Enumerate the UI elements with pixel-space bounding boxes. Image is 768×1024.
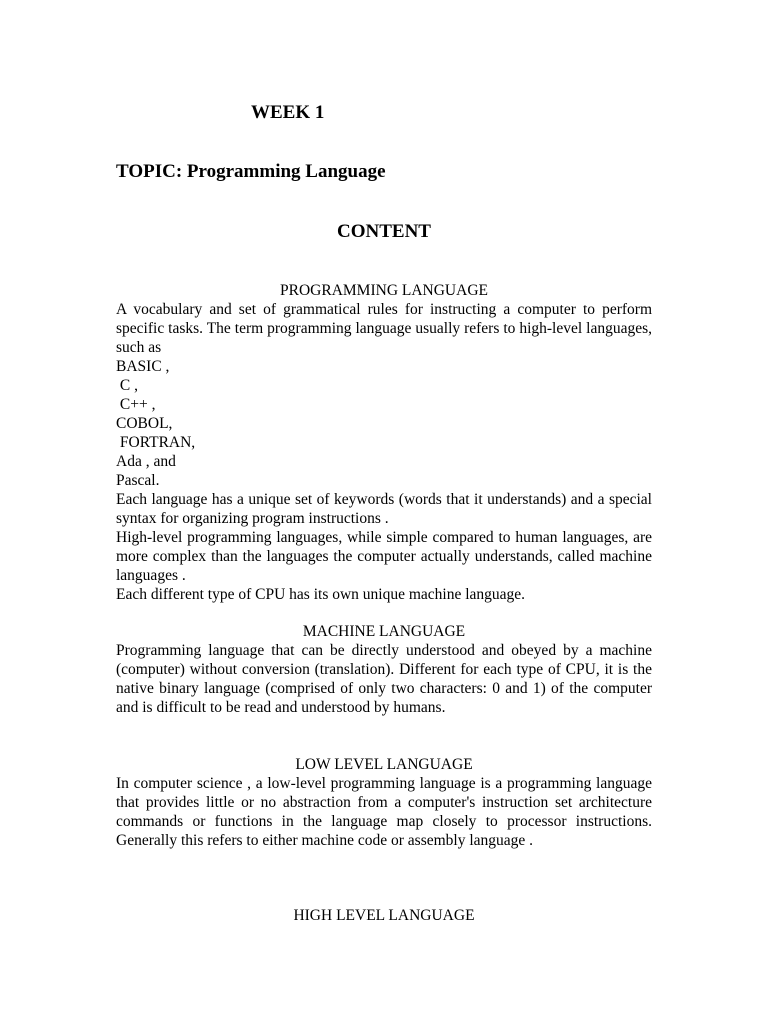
language-item-fortran: FORTRAN, [116,434,196,451]
section-title-low-level-language: LOW LEVEL LANGUAGE [295,756,473,773]
language-item-pascal: Pascal. [116,472,160,489]
programming-language-intro: A vocabulary and set of grammatical rules for instructing a computer to perform specific tasks. The term programming language usually refers to high-level languages, such as [116,301,652,356]
language-item-ada: Ada , and [116,453,176,470]
language-item-basic: BASIC , [116,358,170,375]
section-title-machine-language: MACHINE LANGUAGE [302,623,466,640]
content-heading: CONTENT [337,221,431,242]
language-item-cpp: C++ , [116,396,156,413]
machine-language-section [116,622,652,717]
keywords-paragraph: Each language has a unique set of keywords (words that it understands) and a special syntax for organizing program instructions . [116,491,652,527]
section-title-programming-language: PROGRAMMING LANGUAGE [280,282,488,299]
low-level-language-paragraph: In computer science , a low-level programming language is a programming language that provides little or no abstraction from a computer's instruction set architecture commands or functions in the language map closely to processor instructions. Generally this refers to either machine code or assembly language . [116,775,652,849]
low-level-language-section [116,755,652,850]
language-item-c: C , [116,377,138,394]
high-level-language-section [116,906,652,925]
topic-heading: TOPIC: Programming Language [116,161,386,182]
language-item-cobol: COBOL, [116,415,173,432]
week-heading: WEEK 1 [251,102,325,123]
machine-language-paragraph: Programming language that can be directly understood and obeyed by a machine (computer) without conversion (translation). Different for each type of CPU, it is the native binary language (comprised of only two characters: 0 and 1) of the computer and is difficult to be read and understood by humans. [116,642,652,716]
cpu-paragraph: Each different type of CPU has its own unique machine language. [116,586,526,603]
high-level-paragraph: High-level programming languages, while simple compared to human languages, are more complex than the languages the computer actually understands, called machine languages . [116,529,652,584]
section-title-high-level-language: HIGH LEVEL LANGUAGE [293,907,475,924]
programming-language-section [116,281,652,604]
